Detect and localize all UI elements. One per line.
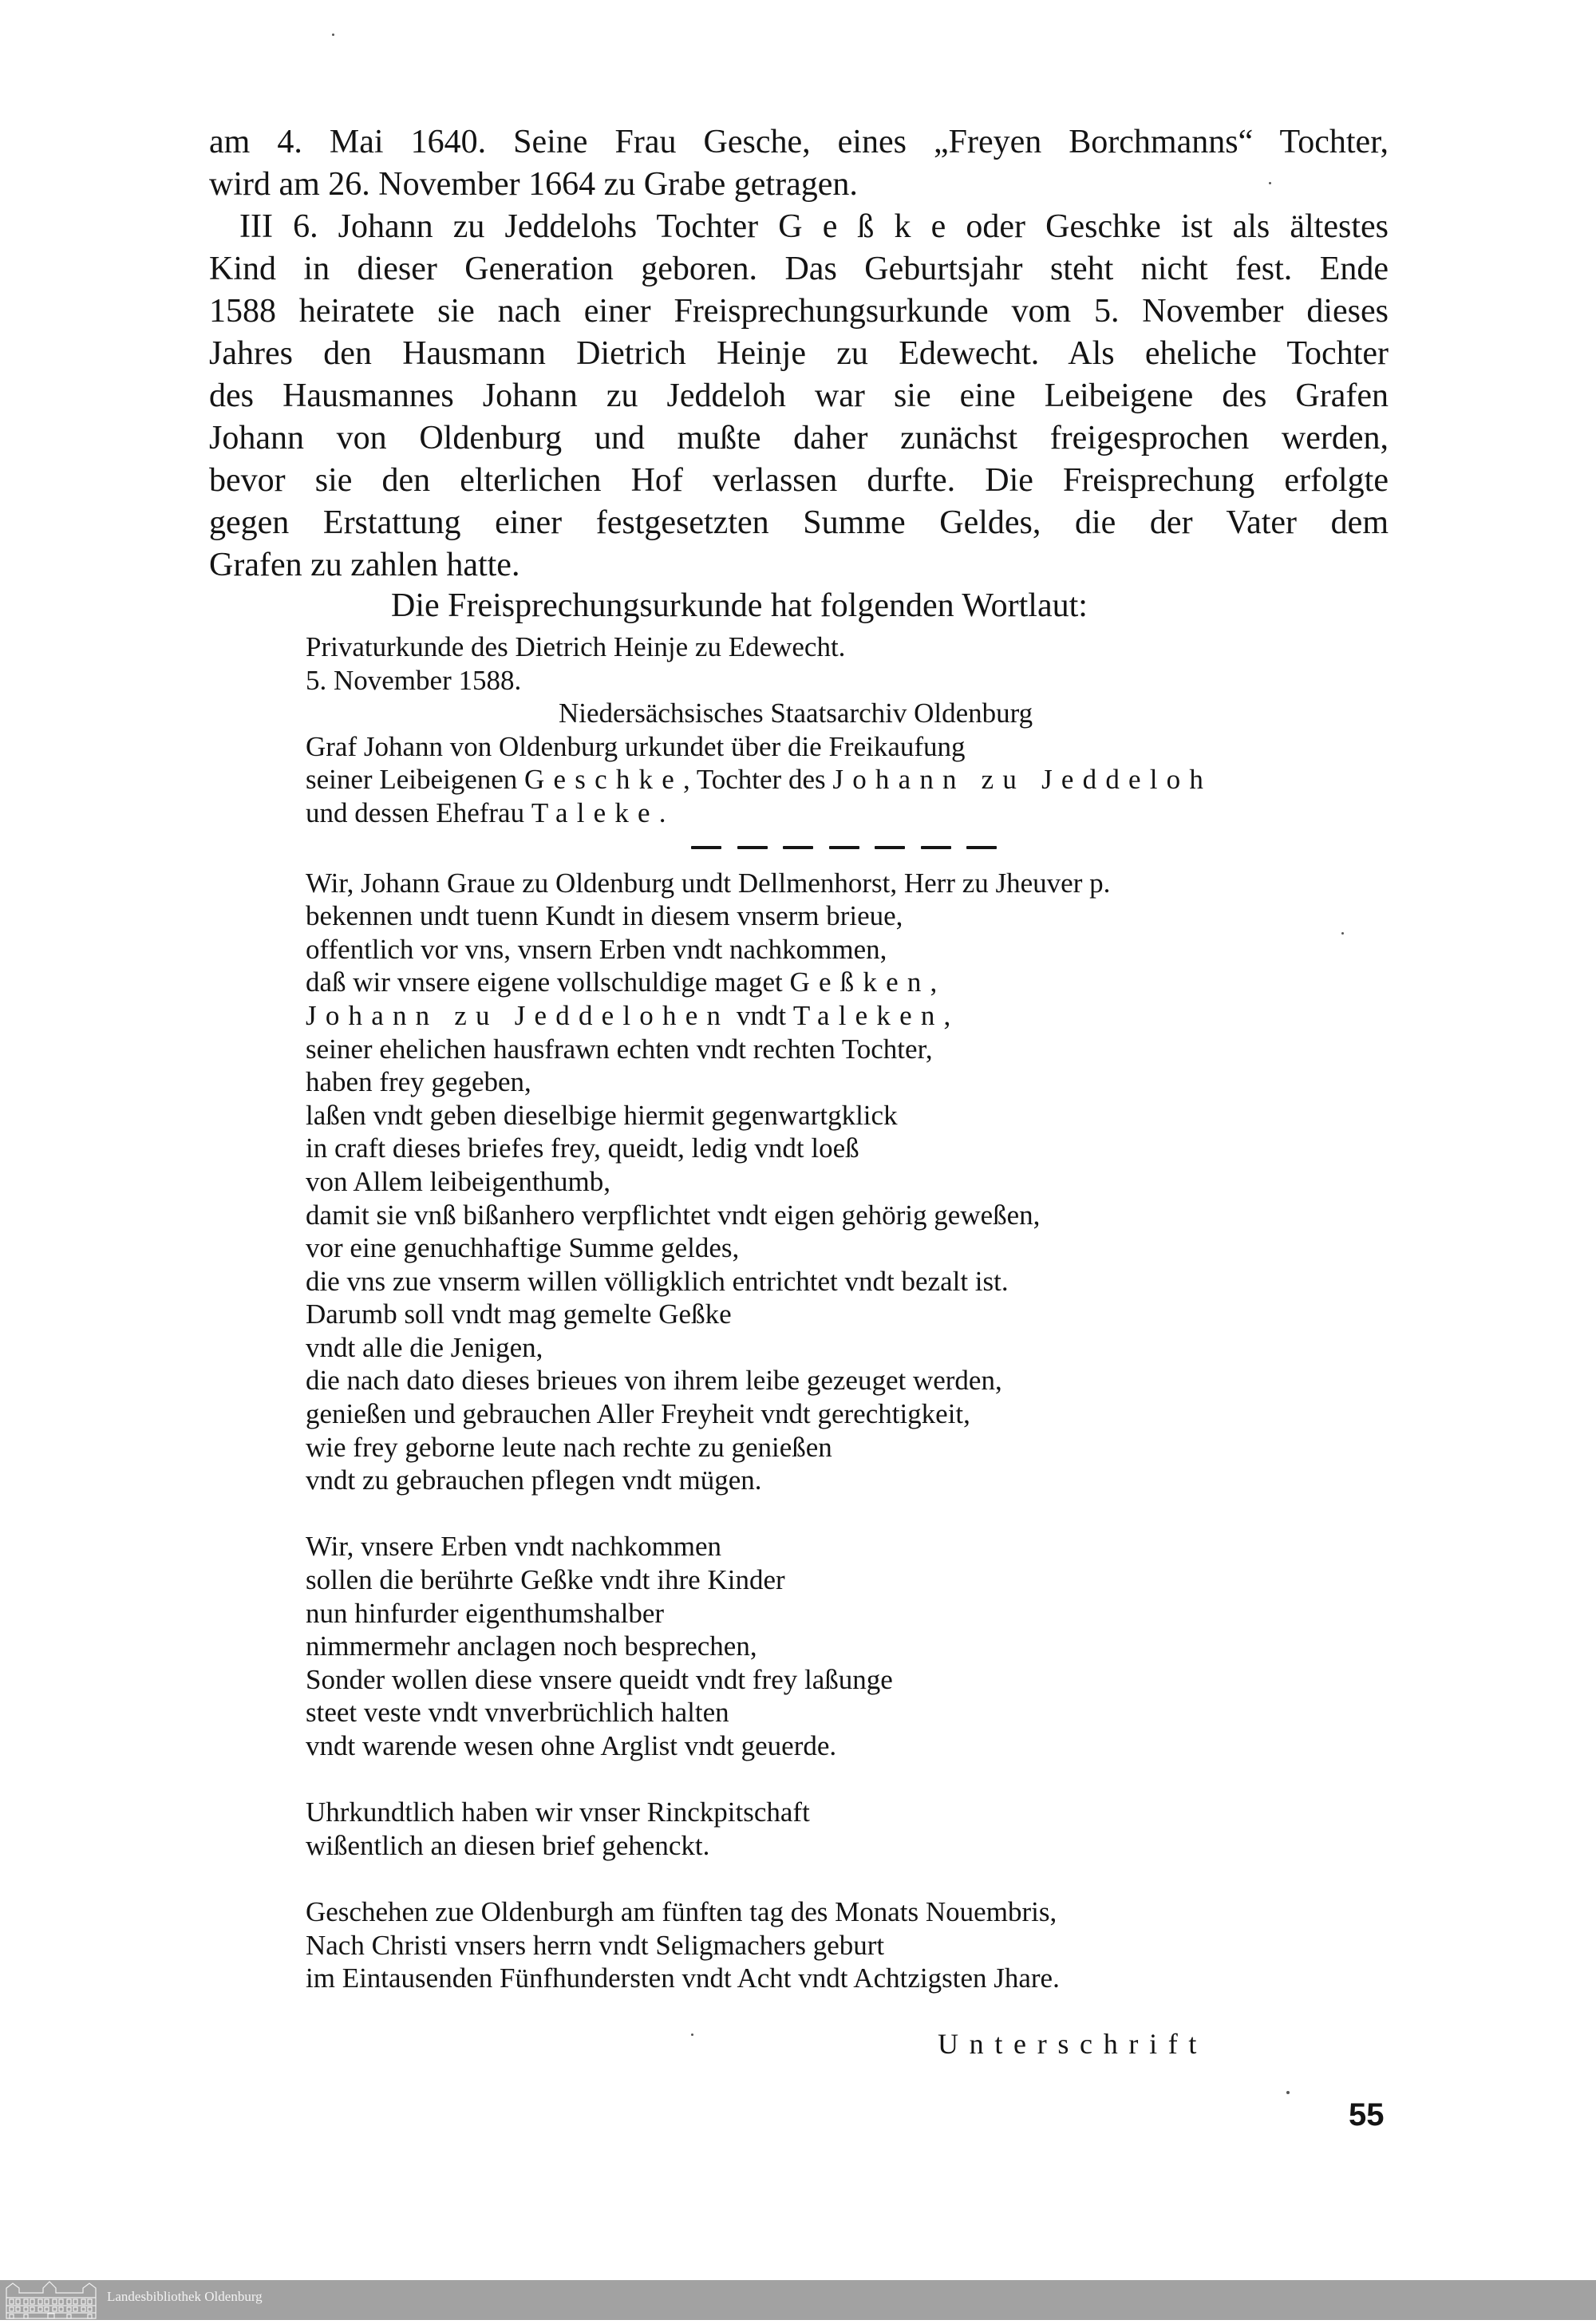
document-line: bekennen undt tuenn Kundt in diesem vnserm brieue, [306, 900, 903, 932]
person-name: Johann zu Jeddelohen [306, 999, 730, 1031]
document-line: Wir, vnsere Erben vndt nachkommen [306, 1531, 722, 1563]
document-summary [306, 763, 1375, 796]
body-line: 1588 heiratete sie nach einer Freisprechungsurkunde vom 5. November dieses [209, 293, 1389, 330]
line-text: , [943, 999, 951, 1031]
document-line: steet veste vndt vnverbrüchlich halten [306, 1697, 729, 1729]
document-line: nimmermehr anclagen noch besprechen, [306, 1630, 757, 1662]
document-line: Darumb soll vndt mag gemelte Geßke [306, 1298, 732, 1330]
summary-text: , Tochter des [682, 764, 833, 796]
separator-dash [966, 846, 997, 849]
document-line [306, 966, 1375, 999]
body-line: wird am 26. November 1664 zu Grabe getragen. [209, 166, 858, 203]
document-line: vndt zu gebrauchen pflegen vndt mügen. [306, 1464, 762, 1496]
document-line: von Allem leibeigenthumb, [306, 1165, 611, 1197]
body-line: gegen Erstattung einer festgesetzten Summe Geldes, die der Vater dem [209, 504, 1389, 541]
body-paragraph [209, 121, 1389, 587]
document-line: Wir, Johann Graue zu Oldenburg undt Dellmenhorst, Herr zu Jheuver p. [306, 867, 1111, 899]
document-intro: Die Freisprechungsurkunde hat folgenden Wortlaut: [391, 587, 1088, 624]
document-line: im Eintausenden Fünfhundersten vndt Acht vndt Achtzigsten Jhare. [306, 1962, 1060, 1994]
document-date: 5. November 1588. [306, 664, 522, 696]
separator-dash [829, 846, 859, 849]
body-line: Johann von Oldenburg und mußte daher zunächst freigesprochen werden, [209, 420, 1389, 457]
body-line: Jahres den Hausmann Dietrich Heinje zu Edewecht. Als eheliche Tochter [209, 335, 1389, 372]
line-text: , [930, 966, 938, 998]
paragraph-gap [306, 1862, 1375, 1895]
paragraph-gap [306, 1497, 1375, 1531]
library-name: Landesbibliothek Oldenburg [107, 2289, 263, 2304]
person-name: Geschke [524, 764, 683, 796]
scan-speck [1286, 2091, 1290, 2094]
library-footer-bar [0, 2280, 1596, 2320]
signature-label: Unterschrift [938, 2028, 1208, 2060]
document-line: damit sie vnß bißanhero verpflichtet vndt eigen gehörig geweßen, [306, 1199, 1041, 1231]
summary-text: seiner Leibeigenen [306, 764, 525, 796]
document-line: nun hinfurder eigenthumshalber [306, 1597, 665, 1629]
library-building-icon [5, 2280, 99, 2320]
line-text: daß wir vnsere eigene vollschuldige maget [306, 966, 790, 998]
document-line: Nach Christi vnsers herrn vndt Seligmachers geburt [306, 1929, 885, 1961]
document-summary: Graf Johann von Oldenburg urkundet über die Freikaufung [306, 730, 966, 762]
archive-source: Niedersächsisches Staatsarchiv Oldenburg [559, 698, 1033, 729]
paragraph-gap [306, 1763, 1375, 1796]
document-line: offentlich vor vns, vnsern Erben vndt nachkommen, [306, 933, 887, 965]
document-title: Privaturkunde des Dietrich Heinje zu Edewecht. [306, 631, 846, 662]
quoted-document [306, 630, 1375, 1995]
document-summary [306, 796, 1375, 830]
document-line: laßen vndt geben dieselbige hiermit gegenwartgklick [306, 1099, 898, 1131]
separator-dash [921, 846, 951, 849]
document-line: sollen die berührte Geßke vndt ihre Kinder [306, 1564, 785, 1596]
document-line [306, 999, 1375, 1033]
person-name: Geßken [789, 966, 930, 998]
body-line: Kind in dieser Generation geboren. Das Geburtsjahr steht nicht fest. Ende [209, 251, 1389, 287]
scan-speck [332, 34, 334, 36]
document-line: die vns zue vnserm willen völligklich entrichtet vndt bezalt ist. [306, 1265, 1009, 1297]
body-line: III 6. Johann zu Jeddelohs Tochter G e ß k e oder Geschke ist als ältestes [239, 208, 1389, 245]
person-name: Taleken [792, 999, 944, 1031]
dash-separator [306, 830, 1375, 867]
document-line: wie frey geborne leute nach rechte zu genießen [306, 1431, 832, 1463]
separator-dash [783, 846, 813, 849]
body-line: bevor sie den elterlichen Hof verlassen durfte. Die Freisprechung erfolgte [209, 462, 1389, 499]
document-line: seiner ehelichen hausfrawn echten vndt rechten Tochter, [306, 1033, 933, 1065]
separator-dash [691, 846, 721, 849]
document-line: vndt alle die Jenigen, [306, 1331, 543, 1363]
body-line: Grafen zu zahlen hatte. [209, 547, 520, 583]
separator-dash [737, 846, 768, 849]
document-line: Uhrkundtlich haben wir vnser Rinckpitschaft [306, 1796, 810, 1828]
document-line: wißentlich an diesen brief gehenckt. [306, 1829, 710, 1861]
page-number: 55 [1349, 2097, 1385, 2132]
summary-text: . [658, 796, 666, 828]
document-line: Sonder wollen diese vnsere queidt vndt frey laßunge [306, 1663, 893, 1695]
document-line: in craft dieses briefes frey, queidt, ledig vndt loeß [306, 1132, 859, 1164]
document-line: die nach dato dieses brieues von ihrem leibe gezeuget werden, [306, 1365, 1002, 1397]
document-line: genießen und gebrauchen Aller Freyheit vndt gerechtigkeit, [306, 1398, 970, 1430]
scan-speck [1341, 932, 1344, 935]
document-line: vndt warende wesen ohne Arglist vndt geuerde. [306, 1730, 837, 1761]
body-line: des Hausmannes Johann zu Jeddeloh war sie eine Leibeigene des Grafen [209, 377, 1389, 414]
person-name: Johann zu Jeddeloh [832, 764, 1213, 796]
document-line: vor eine genuchhaftige Summe geldes, [306, 1232, 740, 1264]
document-line: haben frey gegeben, [306, 1066, 531, 1098]
separator-dash [875, 846, 905, 849]
body-line: am 4. Mai 1640. Seine Frau Gesche, eines „Freyen Borchmanns“ Tochter, [209, 124, 1389, 160]
scan-speck [691, 2034, 693, 2036]
person-name: Taleke [531, 796, 659, 828]
document-line: Geschehen zue Oldenburgh am fünften tag des Monats Nouembris, [306, 1895, 1057, 1927]
scan-speck [1269, 182, 1271, 184]
line-text: vndt [729, 999, 793, 1031]
summary-text: und dessen Ehefrau [306, 796, 531, 828]
